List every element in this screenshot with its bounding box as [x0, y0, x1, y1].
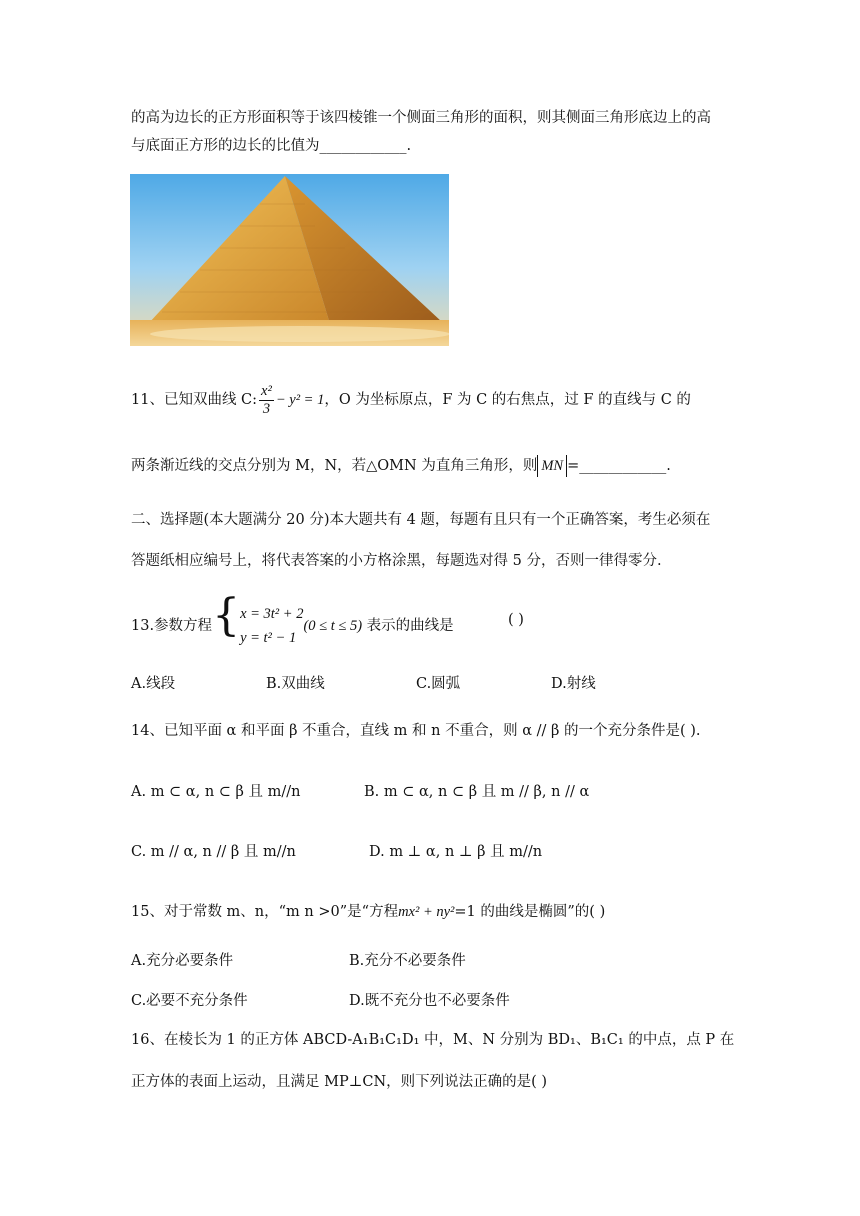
q15-stem: [131, 902, 605, 922]
q11-fraction: [259, 383, 274, 418]
q13-prefix: 13.参数方程: [131, 618, 213, 634]
q13-option-d: D.射线: [551, 676, 596, 692]
q11-mn-abs: MN: [537, 455, 567, 477]
q13-answer-paren: ( ): [508, 612, 524, 628]
q14-option-c: C. m // α, n // β 且 m//n: [131, 844, 296, 860]
q16-line-2: 正方体的表面上运动，且满足 MP⊥CN，则下列说法正确的是( ): [131, 1074, 548, 1090]
q13-system: [240, 602, 303, 650]
q13-stem: [131, 590, 454, 652]
q11-line-2: [131, 455, 671, 477]
q14-stem: 14、已知平面 α 和平面 β 不重合，直线 m 和 n 不重合，则 α // β 的一个充分条件是( ).: [131, 723, 701, 739]
q15-option-c: C.必要不充分条件: [131, 993, 248, 1009]
q11-fraction-denominator: 3: [262, 400, 271, 417]
pyramid-image: [130, 174, 449, 346]
q15-stem-b: =1 的曲线是椭圆”的( ): [454, 904, 606, 920]
q15-option-a: A.充分必要条件: [131, 953, 234, 969]
q13-eq1: x = 3t² + 2: [240, 606, 304, 622]
q13-option-b: B.双曲线: [266, 676, 325, 692]
q15-option-d: D.既不充分也不必要条件: [349, 993, 510, 1009]
q13-eq2: y = t² − 1: [240, 630, 297, 646]
q15-equation: mx² + ny²: [398, 904, 455, 920]
q13-suffix: 表示的曲线是: [366, 618, 454, 634]
q16-line-1: 16、在棱长为 1 的正方体 ABCD-A₁B₁C₁D₁ 中，M、N 分别为 BD₁、B₁C₁ 的中点，点 P 在: [131, 1032, 735, 1048]
paragraph-line-1: 的高为边长的正方形面积等于该四棱锥一个侧面三角形的面积，则其侧面三角形底边上的高: [131, 110, 711, 126]
q11-prefix: 11、已知双曲线 C:: [131, 392, 258, 408]
q15-option-b: B.充分不必要条件: [349, 953, 466, 969]
q13-option-c: C.圆弧: [416, 676, 461, 692]
q11-text: ，O 为坐标原点，F 为 C 的右焦点，过 F 的直线与 C 的: [324, 392, 691, 408]
q11-line-1: [131, 380, 691, 420]
q11-equation-rest: − y² = 1: [275, 392, 325, 408]
paragraph-line-2: 与底面正方形的边长的比值为____________.: [131, 138, 412, 154]
q14-option-b: B. m ⊂ α, n ⊂ β 且 m // β, n // α: [364, 784, 590, 800]
q14-option-d: D. m ⊥ α, n ⊥ β 且 m//n: [369, 844, 543, 860]
brace-icon: {: [212, 590, 241, 641]
q11-fraction-numerator: x²: [261, 382, 272, 399]
q11-line2-text: 两条渐近线的交点分别为 M，N，若△OMN 为直角三角形，则: [131, 458, 538, 474]
q14-option-a: A. m ⊂ α, n ⊂ β 且 m//n: [131, 784, 301, 800]
q15-stem-a: 15、对于常数 m、n，“m n >0”是“方程: [131, 904, 399, 920]
q13-option-a: A.线段: [131, 676, 176, 692]
section2-line-2: 答题纸相应编号上，将代表答案的小方格涂黑，每题选对得 5 分，否则一律得零分.: [131, 553, 662, 569]
q13-range: (0 ≤ t ≤ 5): [303, 618, 363, 634]
q11-blank: =____________.: [567, 458, 671, 474]
section2-line-1: 二、选择题(本大题满分 20 分)本大题共有 4 题，每题有且只有一个正确答案，考生必须在: [131, 512, 711, 528]
